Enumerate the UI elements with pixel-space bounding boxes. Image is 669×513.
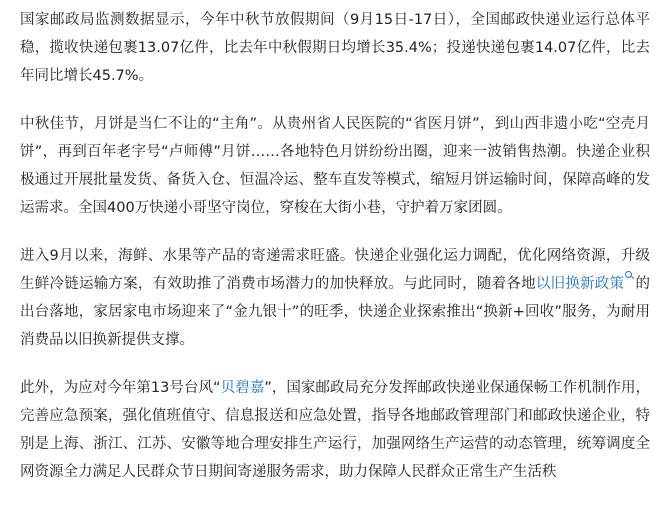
paragraph-trade-in bbox=[20, 242, 650, 354]
paragraph-postal-statistics: 国家邮政局监测数据显示，今年中秋节放假期间（9月15日-17日），全国邮政快递业运行总体平稳，揽收快递包裹13.07亿件，比去年中秋假期日均增长35.4%；投递快递包裹14.07亿件，比去年同比增长45.7%。 bbox=[20, 12, 650, 84]
paragraph-trade-in-text-end: 的出台落地，家居家电市场迎来了“金九银十”的旺季，快递企业探索推出“换新+回收”服务，为耐用消费品以旧换新提供支撑。 bbox=[20, 276, 651, 348]
paragraph-typhoon bbox=[20, 374, 650, 486]
paragraph-typhoon-text-start: 此外，为应对今年第13号台风“ bbox=[20, 380, 221, 396]
search-icon[interactable] bbox=[625, 271, 633, 279]
paragraph-typhoon-text-end: ”，国家邮政局充分发挥邮政快递业保通保畅工作机制作用，完善应急预案，强化值班值守、信息报送和应急处置，指导各地邮政管理部门和邮政快递企业，特别是上海、浙江、江苏、安徽等地合理安排生产运行，加强网络生产运营的动态管理，统筹调度全网资源全力满足人民群众节日期间寄递服务需求，助力保障人民群众正常生产生活秩 bbox=[20, 380, 650, 480]
paragraph-mooncake: 中秋佳节，月饼是当仁不让的“主角”。从贵州省人民医院的“省医月饼”，到山西非遗小吃“空壳月饼”，再到百年老字号“卢师傅”月饼……各地特色月饼纷纷出圈，迎来一波销售热潮。快递企业积极通过开展批量发货、备货入仓、恒温冷运、整车直发等模式，缩短月饼运输时间，保障高峰的发运需求。全国400万快递小哥坚守岗位，穿梭在大街小巷，守护着万家团圆。 bbox=[20, 116, 650, 216]
typhoon-bebinca-link[interactable]: 贝碧嘉 bbox=[220, 380, 265, 396]
paragraph-trade-in-text-start: 进入9月以来，海鲜、水果等产品的寄递需求旺盛。快递企业强化运力调配，优化网络资源，升级生鲜冷链运输方案，有效助推了消费市场潜力的加快释放。与此同时，随着各地 bbox=[20, 248, 650, 292]
trade-in-policy-link[interactable]: 以旧换新政策 bbox=[535, 276, 625, 292]
article-body bbox=[20, 6, 650, 506]
